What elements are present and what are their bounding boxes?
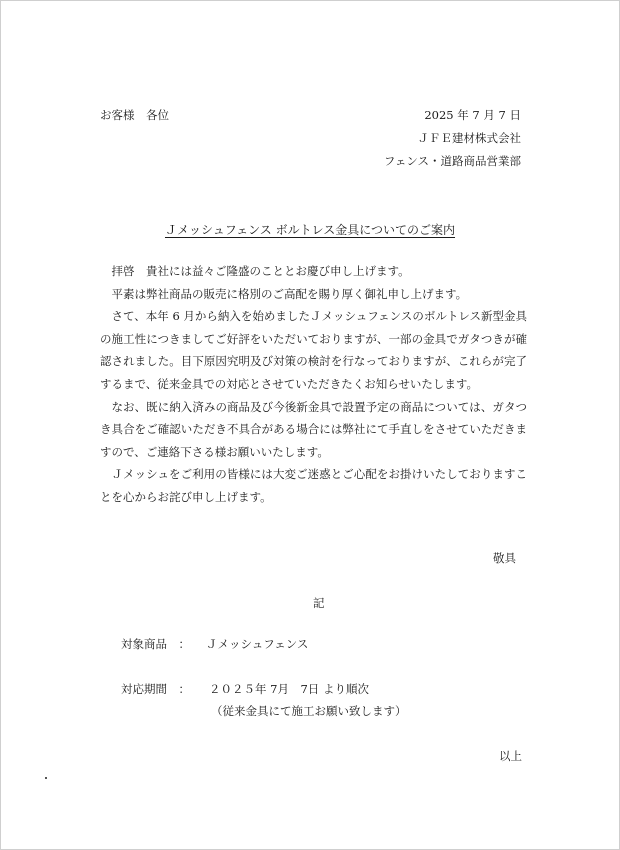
scan-speck bbox=[45, 777, 47, 779]
closing-word: 敬具 bbox=[493, 551, 516, 565]
body-paragraph-thanks: 平素は弊社商品の販売に格別のご高配を賜り厚く御礼申し上げます。 bbox=[111, 286, 468, 301]
letter-date: 2025 年 7 月 7 日 bbox=[424, 108, 521, 122]
body-paragraph-issue: さて、本年 6 月から納入を始めましたＪメッシュフェンスのボルトレス新型金具の施工性につきましてご好評をいただいておりますが、一部の金具でガタつきが確認されました。目下原因究明及び対策の検討を行なっておりますが、これらが完了するまで、従来金具での対応とさせていただきたくお知らせいたします。 bbox=[100, 309, 527, 391]
product-value: Ｊメッシュフェンス bbox=[206, 637, 309, 651]
company-name: ＪＦＥ建材株式会社 bbox=[417, 131, 521, 145]
ki-heading: 記 bbox=[313, 596, 325, 610]
product-label: 対象商品 ： bbox=[121, 637, 190, 651]
letter-title bbox=[1, 221, 619, 238]
period-note: （従来金具にて施工お願い致します） bbox=[211, 704, 407, 718]
body-paragraph-request: なお、既に納入済みの商品及び今後新金具で設置予定の商品については、ガタつき具合をご確認いただき不具合がある場合には弊社にて手直しをさせていただきますので、ご連絡下さる様お願いいたします。 bbox=[100, 399, 527, 459]
letter-title-text: Ｊメッシュフェンス ボルトレス金具についてのご案内 bbox=[164, 223, 456, 237]
period-value: ２０２５年 7月 7日 より順次 bbox=[209, 682, 369, 696]
letter-body bbox=[100, 260, 527, 509]
end-word: 以上 bbox=[499, 749, 522, 763]
period-label: 対応期間 ： bbox=[121, 682, 190, 696]
department-name: フェンス・道路商品営業部 bbox=[383, 154, 521, 168]
addressee: お客様 各位 bbox=[100, 108, 169, 122]
body-paragraph-apology: Ｊメッシュをご利用の皆様には大変ご迷惑とご心配をお掛けいたしておりますことを心からお詫び申し上げます。 bbox=[100, 467, 527, 504]
body-paragraph-greeting: 拝啓 貴社には益々ご隆盛のこととお慶び申し上げます。 bbox=[111, 264, 410, 278]
